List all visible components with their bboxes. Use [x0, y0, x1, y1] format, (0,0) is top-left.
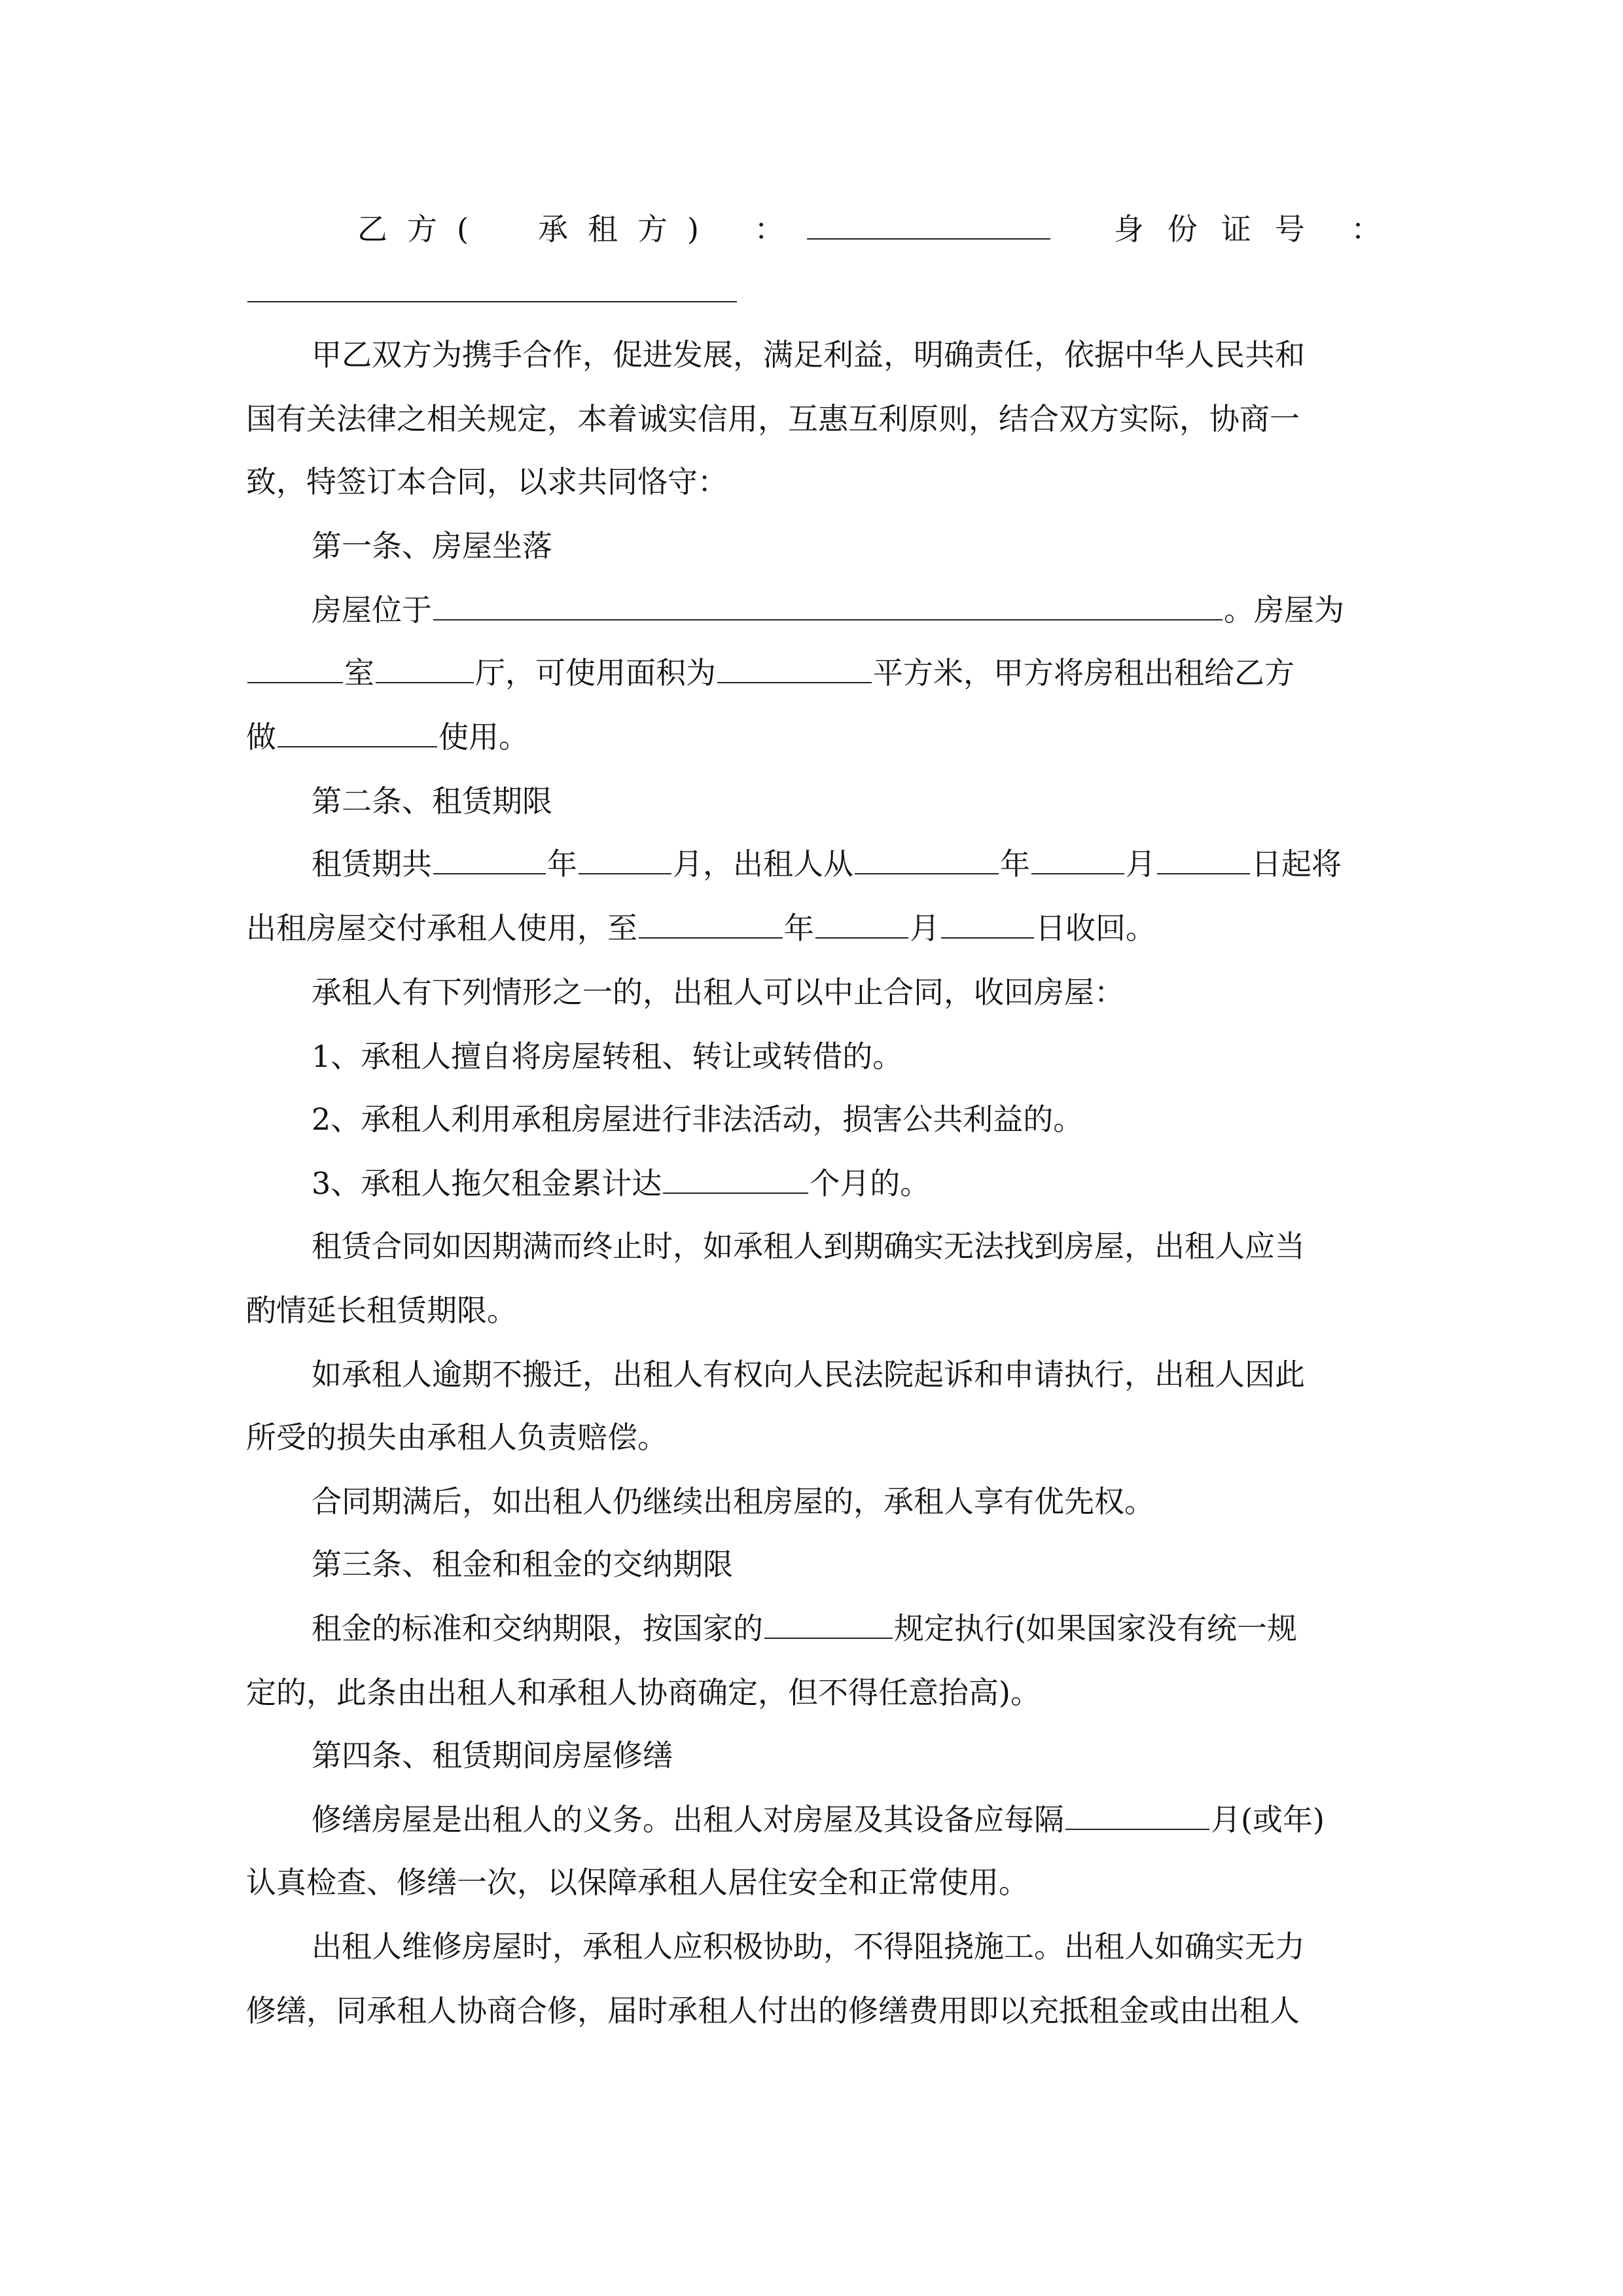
termination-intro: 承租人有下列情形之一的，出租人可以中止合同，收回房屋：: [312, 975, 1124, 1010]
rent-line-2: 定的，此条由出租人和承租人协商确定，但不得任意抬高)。: [246, 1675, 1041, 1710]
repair-label: 修缮房屋是出租人的义务。出租人对房屋及其设备应每隔: [312, 1802, 1064, 1837]
preamble-line-1: 甲乙双方为携手合作，促进发展，满足利益，明确责任，依据中华人民共和: [312, 337, 1305, 372]
start-label: 月，出租人从: [673, 846, 853, 882]
end-day-unit: 日收回。: [1035, 910, 1156, 946]
end-day-blank[interactable]: [941, 898, 1034, 939]
usage-label: 做: [246, 719, 276, 755]
article-4-heading: 第四条、租赁期间房屋修缮: [312, 1738, 673, 1773]
termination-item-2: 2、承租人利用承租房屋进行非法活动，损害公共利益的。: [312, 1102, 1084, 1137]
id-number-label: 身份证号: [1113, 211, 1329, 247]
arrears-months-blank[interactable]: [663, 1153, 808, 1194]
start-day-blank[interactable]: [1157, 834, 1250, 874]
start-year-blank[interactable]: [855, 834, 999, 874]
location-suffix: 。房屋为: [1224, 592, 1344, 628]
start-month-unit: 月: [1126, 846, 1156, 882]
assist-line-1: 出租人维修房屋时，承租人应积极协助，不得阻挠施工。出租人如确实无力: [312, 1929, 1305, 1964]
termination-item-1: 1、承租人擅自将房屋转租、转让或转借的。: [312, 1039, 903, 1074]
overdue-line-2: 所受的损失由承租人负责赔偿。: [246, 1420, 668, 1455]
end-year-blank[interactable]: [639, 898, 783, 939]
term-months-blank[interactable]: [579, 834, 671, 874]
start-day-unit: 日起将: [1251, 846, 1342, 882]
start-month-blank[interactable]: [1031, 834, 1124, 874]
article-3-heading: 第三条、租金和租金的交纳期限: [312, 1547, 733, 1582]
article-2-heading: 第二条、租赁期限: [312, 783, 552, 819]
arrears-label: 3、承租人拖欠租金累计达: [312, 1166, 662, 1201]
rooms-line: [246, 641, 1294, 704]
priority-line: 合同期满后，如出租人仍继续出租房屋的，承租人享有优先权。: [312, 1484, 1154, 1519]
rooms-label: 室: [344, 655, 374, 691]
rent-line-1: [312, 1597, 1297, 1660]
assist-line-2: 修缮，同承租人协商合修，届时承租人付出的修缮费用即以充抵租金或由出租人: [246, 1993, 1300, 2028]
id-number-line: [246, 260, 738, 323]
rooms-blank[interactable]: [247, 643, 343, 683]
term-year-unit: 年: [547, 846, 577, 882]
rent-label: 租金的标准和交纳期限，按国家的: [312, 1611, 763, 1646]
termination-item-3: [312, 1152, 930, 1215]
term-label: 租赁期共: [312, 846, 432, 882]
halls-blank[interactable]: [376, 643, 474, 683]
term-years-blank[interactable]: [433, 834, 546, 874]
start-year-unit: 年: [1000, 846, 1030, 882]
term-line: [312, 833, 1342, 895]
preamble-line-2: 国有关法律之相关规定，本着诚实信用，互惠互利原则，结合双方实际，协商一: [246, 401, 1300, 437]
repair-interval-blank[interactable]: [1065, 1789, 1209, 1830]
arrears-suffix: 个月的。: [810, 1166, 931, 1201]
repair-unit: 月(或年): [1211, 1802, 1325, 1837]
location-label: 房屋位于: [312, 592, 432, 628]
rent-suffix: 规定执行(如果国家没有统一规: [894, 1611, 1297, 1646]
area-label: 平方米，甲方将房租出租给乙方: [873, 655, 1294, 691]
area-blank[interactable]: [717, 643, 872, 683]
end-year-unit: 年: [784, 910, 814, 946]
party-b-line: [357, 198, 1381, 260]
delivery-line: [246, 897, 1156, 960]
end-month-unit: 月: [910, 910, 940, 946]
id-number-blank[interactable]: [247, 262, 737, 302]
rent-regulation-blank[interactable]: [764, 1598, 893, 1639]
expiry-line-2: 酌情延长租赁期限。: [246, 1293, 517, 1328]
id-number-colon: ：: [1351, 211, 1382, 247]
usage-suffix: 使用。: [438, 719, 529, 755]
repair-line-2: 认真检查、修缮一次，以保障承租人居住安全和正常使用。: [246, 1865, 1029, 1900]
party-b-label: 乙方( 承租方): [357, 211, 719, 247]
usage-line: [246, 706, 529, 768]
usage-blank[interactable]: [277, 707, 437, 747]
party-b-colon: ：: [754, 211, 785, 247]
delivery-label: 出租房屋交付承租人使用，至: [246, 910, 637, 946]
location-line: [312, 579, 1344, 641]
party-b-name-blank[interactable]: [807, 199, 1050, 240]
expiry-line-1: 租赁合同如因期满而终止时，如承租人到期确实无法找到房屋，出租人应当: [312, 1229, 1305, 1264]
repair-line-1: [312, 1788, 1325, 1851]
end-month-blank[interactable]: [815, 898, 908, 939]
halls-label: 厅，可使用面积为: [475, 655, 716, 691]
article-1-heading: 第一条、房屋坐落: [312, 528, 552, 564]
preamble-line-3: 致，特签订本合同，以求共同恪守：: [246, 464, 728, 499]
overdue-line-1: 如承租人逾期不搬迁，出租人有权向人民法院起诉和申请执行，出租人因此: [312, 1357, 1305, 1392]
location-blank[interactable]: [433, 580, 1222, 620]
